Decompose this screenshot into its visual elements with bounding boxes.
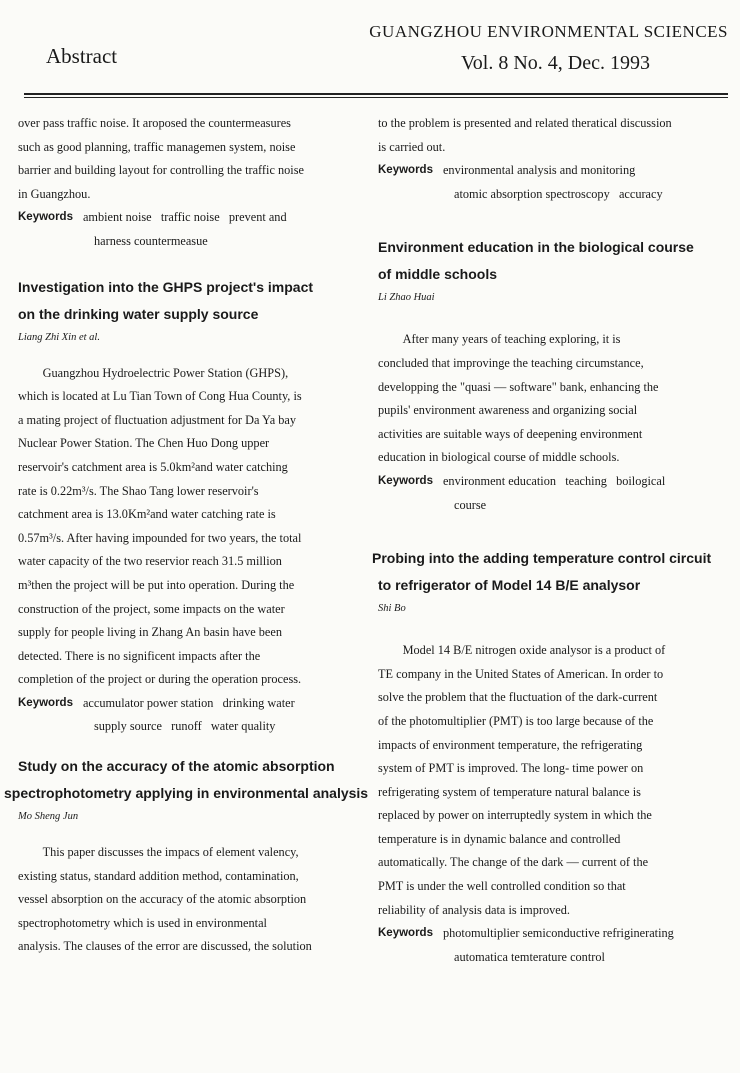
section-label: Abstract (46, 44, 118, 68)
continued-abstract (18, 112, 362, 254)
keywords-label: Keywords (18, 696, 73, 709)
text-line: reservoir's catchment area is 5.0km²and water catching (18, 459, 288, 474)
text-line: is carried out. (378, 139, 446, 154)
text-line: activities are suitable ways of deepening environment (378, 426, 643, 441)
abstract-title: of middle schools (378, 266, 498, 283)
text-line: system of PMT is improved. The long- time power on (378, 761, 644, 776)
keywords-terms: environmental analysis and monitoring (442, 163, 636, 178)
keywords-label: Keywords (378, 927, 433, 940)
left-column (4, 112, 369, 959)
text-line: Nuclear Power Station. The Chen Huo Dong upper (18, 436, 270, 451)
text-line: This paper discusses the impacs of element valency, (42, 845, 299, 860)
journal-name: GUANGZHOU ENVIRONMENTAL SCIENCES (369, 22, 728, 41)
right-column (372, 112, 722, 969)
text-line: to the problem is presented and related theratical discussion (378, 116, 672, 130)
abstract-author: Shi Bo (378, 603, 406, 615)
abstract-title: Investigation into the GHPS project's impact (18, 278, 314, 295)
continued-abstract-aas (378, 112, 722, 206)
keywords-terms-continued: supply source runoff water quality (94, 719, 276, 734)
abstract-title: to refrigerator of Model 14 B/E analysor (378, 577, 641, 594)
keywords (378, 159, 722, 183)
text-line: over pass traffic noise. It aroposed the countermeasures (18, 116, 291, 130)
abstract-title: Environment education in the biological course (378, 239, 694, 256)
header-rule-thin (24, 97, 728, 98)
text-line: impacts of environment temperature, the refrigerating (378, 737, 643, 752)
text-line: rate is 0.22m³/s. The Shao Tang lower reservoir's (18, 483, 259, 498)
text-line: completion of the project or during the operation process. (18, 672, 302, 687)
text-line: education in biological course of middle schools. (378, 450, 620, 465)
abstract-author: Mo Sheng Jun (18, 811, 79, 823)
keywords-terms-continued: harness countermeasue (94, 233, 208, 248)
keywords-terms: environment education teaching boilogical (442, 473, 666, 488)
abstract-author: Liang Zhi Xin et al. (18, 331, 100, 343)
text-line: automatically. The change of the dark — current of the (378, 855, 649, 870)
text-line: construction of the project, some impacts on the water (18, 601, 285, 616)
abstract-title: Study on the accuracy of the atomic absorption (18, 758, 335, 775)
text-line: detected. There is no significent impacts after the (18, 648, 261, 663)
text-line: PMT is under the well controlled condition so that (378, 879, 626, 894)
abstract-refrigerator-circuit (372, 545, 722, 969)
text-line: of the photomultiplier (PMT) is too large because of the (378, 713, 654, 728)
text-line: spectrophotometry which is used in environmental (18, 915, 267, 930)
text-line: concluded that improvinge the teaching circumstance, (378, 355, 644, 370)
text-line: developping the "quasi — software" bank, enhancing the (378, 379, 659, 394)
keywords-terms: photomultiplier semiconductive refriginerating (442, 926, 674, 941)
keywords (378, 470, 722, 494)
text-line: water capacity of the two reservior reach 31.5 million (18, 554, 282, 569)
text-line: such as good planning, traffic managemen system, noise (18, 139, 296, 154)
keywords (378, 922, 722, 946)
text-line: After many years of teaching exploring, it is (402, 332, 621, 347)
text-line: reliability of analysis data is improved. (378, 902, 570, 917)
text-line: supply for people living in Zhang An basin have been (18, 625, 282, 640)
text-line: Model 14 B/E nitrogen oxide analysor is a product of (402, 643, 666, 658)
keywords-label: Keywords (378, 164, 433, 177)
text-line: TE company in the United States of American. In order to (378, 666, 664, 681)
abstract-ghps (18, 274, 362, 740)
abstract-author: Li Zhao Huai (378, 292, 435, 304)
abstract-title: Probing into the adding temperature control circuit (372, 550, 712, 567)
text-line: a mating project of fluctuation adjustment for Da Ya bay (18, 412, 296, 427)
abstract-title: spectrophotometry applying in environmental analysis (4, 785, 369, 802)
text-line: Guangzhou Hydroelectric Power Station (GHPS), (42, 365, 289, 380)
keywords-label: Keywords (378, 474, 433, 487)
volume-issue: Vol. 8 No. 4, Dec. 1993 (460, 52, 650, 74)
keywords-label: Keywords (18, 211, 73, 224)
text-line: replaced by power on interruptedly system in which the (378, 808, 652, 823)
text-line: m³then the project will be put into operation. During the (18, 577, 295, 592)
keywords-terms: ambient noise traffic noise prevent and (82, 210, 287, 225)
text-line: which is located at Lu Tian Town of Cong Hua County, is (18, 389, 302, 404)
keywords-terms-continued: course (454, 497, 487, 512)
text-line: analysis. The clauses of the error are discussed, the solution (18, 939, 312, 954)
keywords (18, 692, 362, 716)
text-line: catchment area is 13.0Km²and water catching rate is (18, 507, 276, 522)
text-line: existing status, standard addition method, contamination, (18, 868, 299, 883)
abstract-aas-accuracy (4, 753, 369, 959)
keywords-terms-continued: automatica temterature control (454, 949, 605, 964)
text-line: temperature is in dynamic balance and controlled (378, 831, 621, 846)
text-line: vessel absorption on the accuracy of the atomic absorption (18, 892, 307, 907)
text-line: 0.57m³/s. After having impounded for two years, the total (18, 530, 302, 545)
abstract-env-education (378, 234, 722, 517)
text-line: barrier and building layout for controlling the traffic noise (18, 163, 304, 178)
abstract-title: on the drinking water supply source (18, 305, 259, 322)
keywords (18, 206, 362, 230)
text-line: solve the problem that the fluctuation of the dark-current (378, 690, 658, 705)
keywords-terms: accumulator power station drinking water (82, 695, 295, 710)
text-line: pupils' environment awareness and organizing social (378, 403, 638, 418)
keywords-terms-continued: atomic absorption spectroscopy accuracy (454, 186, 663, 201)
text-line: in Guangzhou. (18, 186, 91, 201)
text-line: refrigerating system of temperature natural balance is (378, 784, 641, 799)
header-rule-thick (24, 93, 728, 95)
